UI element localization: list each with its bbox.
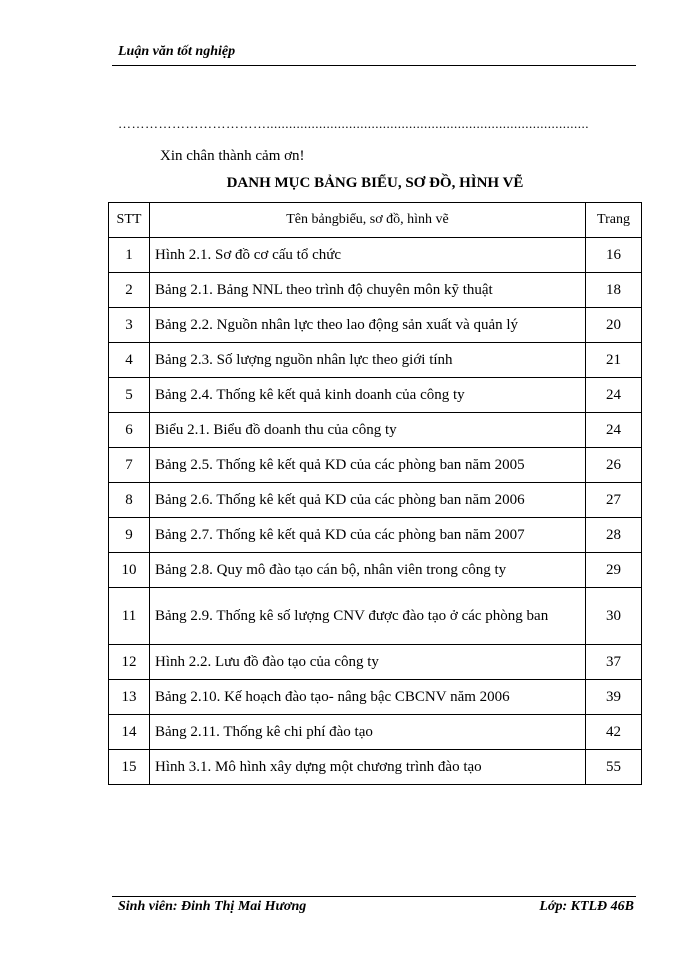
row-page: 29 [586,553,642,588]
row-page: 26 [586,448,642,483]
row-page: 28 [586,518,642,553]
table-row [109,308,642,343]
toc-header-row [109,203,642,238]
row-stt: 1 [109,238,150,273]
row-name: Bảng 2.11. Thống kê chi phí đào tạo [150,715,586,750]
header-title: Luận văn tốt nghiệp [118,44,236,59]
row-page: 24 [586,378,642,413]
row-stt: 8 [109,483,150,518]
row-page: 42 [586,715,642,750]
row-page: 39 [586,680,642,715]
row-stt: 6 [109,413,150,448]
table-row [109,238,642,273]
row-stt: 11 [109,588,150,645]
footer-divider [112,896,636,897]
row-page: 21 [586,343,642,378]
table-row [109,273,642,308]
table-row [109,343,642,378]
row-stt: 12 [109,645,150,680]
table-row [109,553,642,588]
row-name: Hình 2.2. Lưu đồ đào tạo của công ty [150,645,586,680]
row-stt: 3 [109,308,150,343]
row-page: 30 [586,588,642,645]
header-divider [112,65,636,66]
row-page: 37 [586,645,642,680]
col-stt-header: STT [109,203,150,238]
table-row [109,518,642,553]
row-stt: 15 [109,750,150,785]
row-stt: 10 [109,553,150,588]
row-name: Bảng 2.8. Quy mô đào tạo cán bộ, nhân viên trong công ty [150,553,586,588]
row-name: Bảng 2.3. Số lượng nguồn nhân lực theo giới tính [150,343,586,378]
table-row [109,645,642,680]
row-stt: 9 [109,518,150,553]
row-page: 24 [586,413,642,448]
table-row [109,483,642,518]
row-stt: 7 [109,448,150,483]
row-page: 18 [586,273,642,308]
row-name: Bảng 2.5. Thống kê kết quả KD của các phòng ban năm 2005 [150,448,586,483]
row-stt: 4 [109,343,150,378]
col-page-header: Trang [586,203,642,238]
footer-class: Lớp: KTLĐ 46B [539,899,634,914]
col-name-header: Tên bảngbiểu, sơ đồ, hình vẽ [150,203,586,238]
row-page: 16 [586,238,642,273]
row-page: 20 [586,308,642,343]
dotted-line: ……………………………...................................................................................... [118,116,589,131]
table-row [109,750,642,785]
table-row [109,715,642,750]
footer-student: Sinh viên: Đinh Thị Mai Hương [118,899,307,914]
row-name: Bảng 2.1. Bảng NNL theo trình độ chuyên môn kỹ thuật [150,273,586,308]
table-row [109,680,642,715]
row-name: Hình 3.1. Mô hình xây dựng một chương trình đào tạo [150,750,586,785]
table-row [109,448,642,483]
row-name: Bảng 2.6. Thống kê kết quả KD của các phòng ban năm 2006 [150,483,586,518]
toc-title: DANH MỤC BẢNG BIỂU, SƠ ĐỒ, HÌNH VẼ [226,175,524,191]
row-name: Bảng 2.10. Kế hoạch đào tạo- nâng bậc CBCNV năm 2006 [150,680,586,715]
row-stt: 13 [109,680,150,715]
row-name: Biểu 2.1. Biểu đồ doanh thu của công ty [150,413,586,448]
table-row [109,378,642,413]
row-page: 55 [586,750,642,785]
toc-table [108,202,642,785]
row-stt: 14 [109,715,150,750]
table-row [109,588,642,645]
row-stt: 5 [109,378,150,413]
table-row [109,413,642,448]
row-name: Bảng 2.9. Thống kê số lượng CNV được đào tạo ở các phòng ban [150,588,586,645]
row-name: Hình 2.1. Sơ đồ cơ cấu tổ chức [150,238,586,273]
row-stt: 2 [109,273,150,308]
row-name: Bảng 2.2. Nguồn nhân lực theo lao động sản xuất và quản lý [150,308,586,343]
row-page: 27 [586,483,642,518]
row-name: Bảng 2.4. Thống kê kết quả kinh doanh của công ty [150,378,586,413]
row-name: Bảng 2.7. Thống kê kết quả KD của các phòng ban năm 2007 [150,518,586,553]
thanks-text: Xin chân thành cảm ơn! [160,148,305,164]
